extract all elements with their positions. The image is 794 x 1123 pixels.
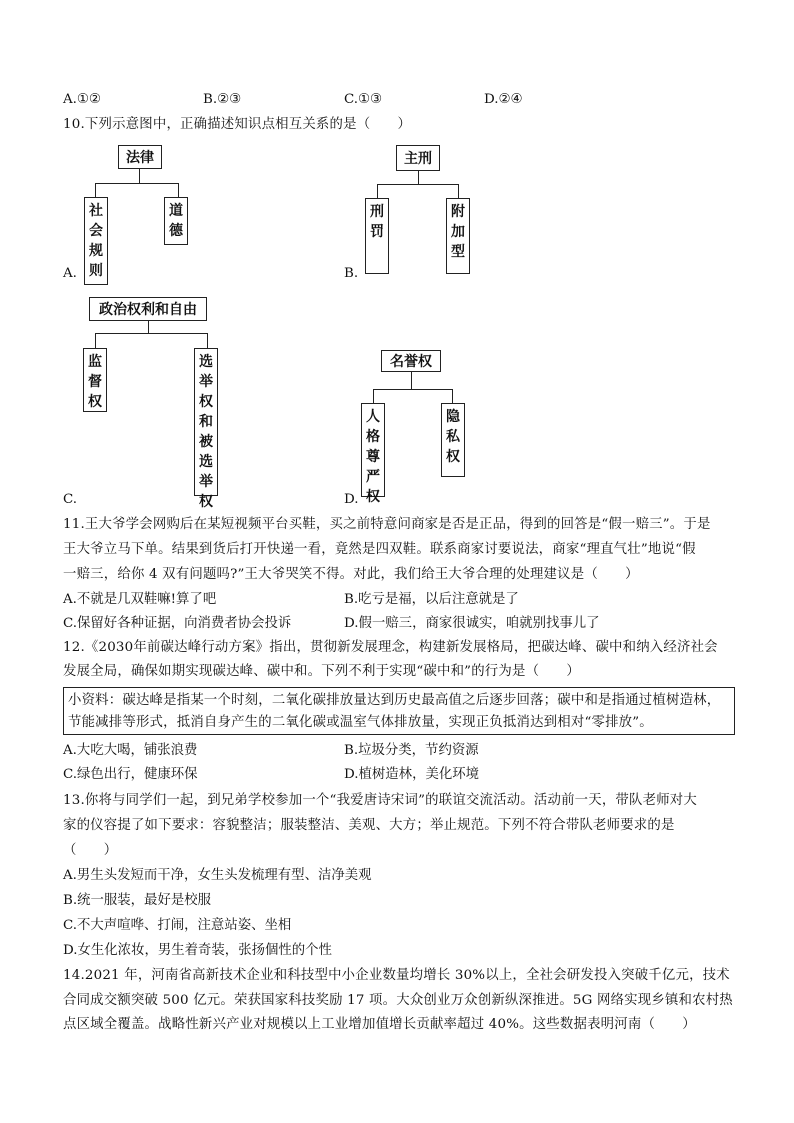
question-10-stem: 10.下列示意图中，正确描述知识点相互关系的是（ ） [63,117,412,132]
question-14-line: 点区域全覆盖。战略性新兴产业对规模以上工业增加值增长贡献率超过 40%。这些数据表明河南（ ） [63,1017,696,1032]
diagram-d-right-box: 隐私权 [441,403,465,477]
diagram-c-right-box: 选举权和被选举权 [194,348,218,496]
connector-line [148,321,149,333]
option-b: B.垃圾分类，节约资源 [344,743,479,758]
option-a: A.①② [63,92,101,107]
option-d: D.女生化浓妆，男生着奇装，张扬個性的个性 [63,943,332,958]
option-a: A.大吃大喝，铺张浪费 [63,743,198,758]
diagram-a-top-box: 法律 [118,145,162,169]
connector-line [373,389,453,403]
connector-line [411,372,412,389]
diagram-c-top-box: 政治权利和自由 [89,297,207,321]
diagram-d-letter: D. [344,492,359,507]
question-14-line: 14.2021 年，河南省高新技术企业和科技型中小企业数量均增长 30%以上，全社会研发投入突破千亿元，技术 [63,968,730,983]
question-11-line: 一赔三，给你 4 双有问题吗?”王大爷哭笑不得。对此，我们给王大爷合理的处理建议是（ ） [63,567,639,582]
option-b: B.②③ [203,92,242,107]
diagram-b-right-box: 附加型 [446,198,470,274]
diagram-a-letter: A. [63,266,77,281]
option-d: D.②④ [484,92,523,107]
info-line: 小资料：碳达峰是指某一个时刻，二氧化碳排放量达到历史最高值之后逐步回落；碳中和是指通过植树造林， [68,693,721,708]
diagram-a-right-box: 道德 [164,197,188,245]
connector-line [377,184,459,198]
question-13-line: （ ） [63,843,118,858]
connector-line [95,333,208,348]
diagram-a-left-box: 社会规则 [84,197,108,285]
diagram-b-left-box: 刑罚 [365,198,389,274]
question-11-line: 11.王大爷学会网购后在某短视频平台买鞋，买之前特意问商家是否是正品，得到的回答是“假一赔三”。于是 [63,517,711,532]
option-a: A.男生头发短而干净，女生头发梳理有型、洁净美观 [63,868,372,883]
question-13-line: 13.你将与同学们一起，到兄弟学校参加一个“我爱唐诗宋词”的联谊交流活动。活动前一天，带队老师对大 [63,793,697,808]
option-c: C.绿色出行，健康环保 [63,767,198,782]
option-b: B.吃亏是福，以后注意就是了 [344,592,519,607]
option-d: D.假一赔三，商家很诚实，咱就别找事儿了 [344,616,600,631]
diagram-b-top-box: 主刑 [396,145,440,171]
info-line: 节能减排等形式，抵消自身产生的二氧化碳或温室气体排放量，实现正负抵消达到相对“零排放”。 [68,715,653,730]
question-13-line: 家的仪容提了如下要求：容貌整洁；服装整洁、美观、大方；举止规范。下列不符合带队老师要求的是 [63,818,675,833]
diagram-c-letter: C. [63,492,78,507]
connector-line [418,171,419,184]
connector-line [95,183,179,197]
option-c: C.不大声喧哗、打闹，注意站姿、坐相 [63,918,292,933]
option-c: C.①③ [344,92,383,107]
connector-line [139,169,140,183]
question-14-line: 合同成交额突破 500 亿元。荣获国家科技奖励 17 项。大众创业万众创新纵深推进。5G 网络实现乡镇和农村热 [63,993,733,1008]
diagram-d-top-box: 名誉权 [381,350,441,372]
diagram-d-left-box: 人格尊严权 [361,403,385,497]
question-12-line: 发展全局，确保如期实现碳达峰、碳中和。下列不利于实现“碳中和”的行为是（ ） [63,664,580,679]
question-11-line: 王大爷立马下单。结果到货后打开快递一看，竟然是四双鞋。联系商家讨要说法，商家“理直气壮”地说“假 [63,542,696,557]
diagram-b-letter: B. [344,266,359,281]
option-c: C.保留好各种证据，向消费者协会投诉 [63,616,292,631]
option-b: B.统一服装，最好是校服 [63,893,212,908]
option-a: A.不就是几双鞋嘛!算了吧 [63,592,217,607]
diagram-c-left-box: 监督权 [83,348,107,412]
info-box [63,687,735,735]
option-d: D.植树造林，美化环境 [344,767,480,782]
question-12-line: 12.《2030年前碳达峰行动方案》指出，贯彻新发展理念，构建新发展格局，把碳达峰、碳中和纳入经济社会 [63,640,718,655]
